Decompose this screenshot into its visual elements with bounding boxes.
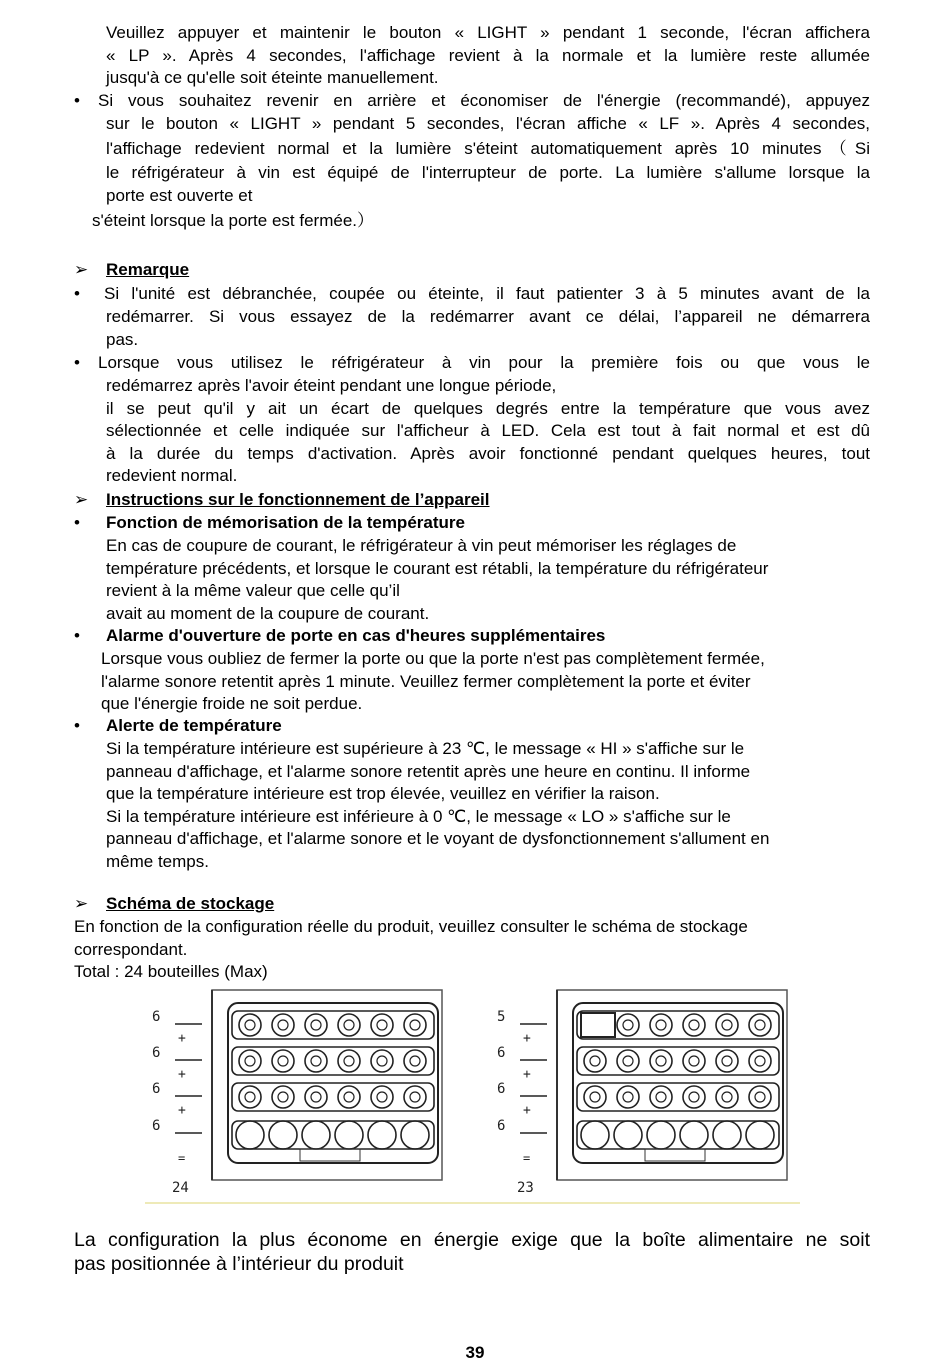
bottle [404,1086,426,1108]
bottle [371,1050,393,1072]
bottle [614,1121,642,1149]
text-line: La configuration la plus économe en énergie exige que la boîte alimentaire ne soit [74,1229,870,1251]
bottle [272,1050,294,1072]
bottle-neck [623,1092,633,1102]
bottle-neck [590,1092,600,1102]
shelf-count-label: 6 [497,1045,506,1061]
shelf-count-label: 6 [152,1009,161,1025]
plus-sign: + [178,1103,186,1118]
storage-text [74,916,870,984]
cabinet-right [497,990,787,1196]
plus-sign: + [178,1067,186,1082]
text-line: s'éteint lorsque la porte est fermée.） [92,211,374,230]
shelf-count-label: 6 [152,1045,161,1061]
food-box [581,1013,615,1037]
bullet-icon: • [74,284,80,303]
bottle-neck [344,1092,354,1102]
bottle [272,1014,294,1036]
bottle-neck [377,1056,387,1066]
bottle [404,1014,426,1036]
text-line: Si vous souhaitez revenir en arrière et économiser de l'énergie (recommandé), appuyez [98,91,870,110]
bottle-neck [722,1056,732,1066]
plus-sign: + [523,1103,531,1118]
bottle [239,1014,261,1036]
bottle [683,1086,705,1108]
bottle [617,1086,639,1108]
bottle-neck [689,1020,699,1030]
bottle [272,1086,294,1108]
bottle-neck [278,1056,288,1066]
instructions-heading: Instructions sur le fonctionnement de l’appareil [106,490,490,509]
temperature-alert-text [106,738,870,874]
text-line: l'affichage redevient normal et la lumière s'éteint automatiquement après 10 minutes（Si [106,138,870,158]
text-line: pas. [106,329,139,349]
bottle-neck [410,1092,420,1102]
text-line: En cas de coupure de courant, le réfrigérateur à vin peut mémoriser les réglages de [106,536,737,555]
arrow-bullet-icon: ➢ [74,894,89,913]
text-line: Si la température intérieure est inférieure à 0 ℃, le message « LO » s'affiche sur le [106,806,731,826]
intro-paragraph [106,22,870,90]
bottle [302,1121,330,1149]
door-alarm-heading: Alarme d'ouverture de porte en cas d'heures supplémentaires [106,626,606,645]
bottle [749,1086,771,1108]
text-line: En fonction de la configuration réelle du produit, veuillez consulter le schéma de stockage [74,917,748,936]
intro-line: Veuillez appuyer et maintenir le bouton « LIGHT » pendant 1 seconde, l'écran affichera [106,23,870,42]
bottle-neck [656,1092,666,1102]
bottle [680,1121,708,1149]
storage-diagram [140,985,805,1207]
shelf-count-label: 6 [497,1081,506,1097]
bottle-neck [590,1056,600,1066]
remarque-heading: Remarque [106,260,190,279]
bottle-neck [245,1020,255,1030]
bottle-neck [311,1056,321,1066]
bottle-neck [311,1092,321,1102]
bottle [647,1121,675,1149]
cabinet-frame [212,990,442,1180]
bottle [584,1050,606,1072]
text-line: porte est ouverte et [106,185,253,205]
shelf-count-label: 6 [152,1118,161,1134]
text-line: que l'énergie froide ne soit perdue. [101,694,363,714]
remarque-bullet-1 [104,283,870,306]
bottle-neck [689,1092,699,1102]
bottle-neck [623,1056,633,1066]
bottle-neck [311,1020,321,1030]
bottle-neck [278,1092,288,1102]
bottle [683,1050,705,1072]
total-count-label: 23 [517,1180,534,1196]
page-number: 39 [465,1343,485,1362]
bottle-neck [722,1020,732,1030]
text-line: redémarrez après l'avoir éteint pendant une longue période, [106,376,557,395]
bottle-neck [245,1092,255,1102]
bottle [305,1050,327,1072]
bottle [305,1086,327,1108]
bottle-neck [656,1020,666,1030]
shelf-count-label: 5 [497,1009,506,1025]
bullet-icon: • [74,353,80,372]
bottle [236,1121,264,1149]
bullet-icon: • [74,91,80,110]
text-line: sur le bouton « LIGHT » pendant 5 secondes, l'écran affiche « LF ». Après 4 secondes, [106,114,870,133]
bottle [617,1050,639,1072]
intro-line: jusqu'à ce qu'elle soit éteinte manuellement. [106,68,439,88]
bullet-icon: • [74,716,80,735]
bottle [305,1014,327,1036]
intro-line: « LP ». Après 4 secondes, l'affichage revient à la normale et la lumière reste allumée [106,45,870,65]
shelf-count-label: 6 [152,1081,161,1097]
bottle [368,1121,396,1149]
bottle [269,1121,297,1149]
bottle-neck [722,1092,732,1102]
text-line: redevient normal. [106,466,238,486]
text-line: correspondant. [74,939,188,959]
bottle-neck [377,1092,387,1102]
bottle-neck [410,1056,420,1066]
control-panel [300,1149,360,1161]
temperature-alert-heading: Alerte de température [106,716,282,735]
bottle [371,1086,393,1108]
bottle-neck [377,1020,387,1030]
remarque-bullet-2-cont [106,375,870,488]
text-line: Lorsque vous oubliez de fermer la porte ou que la porte n'est pas complètement fermée, [101,649,765,668]
shelf-count-label: 6 [497,1118,506,1134]
bottle-neck [344,1056,354,1066]
control-panel [645,1149,705,1161]
bottle [338,1014,360,1036]
bottle [716,1086,738,1108]
text-line: Si l'unité est débranchée, coupée ou éteinte, il faut patienter 3 à 5 minutes avant de la [104,284,870,303]
text-line: Si la température intérieure est supérieure à 23 ℃, le message « HI » s'affiche sur le [106,739,745,758]
bullet-icon: • [74,626,80,645]
bottle [650,1050,672,1072]
bottle [371,1014,393,1036]
energy-note [74,1228,870,1276]
bottle-neck [755,1056,765,1066]
text-line: Lorsque vous utilisez le réfrigérateur à vin pour la première fois ou que vous le [98,353,870,372]
shelf [232,1121,434,1149]
arrow-bullet-icon: ➢ [74,490,89,509]
remarque-bullet-1-cont [106,306,870,351]
text-line: que la température intérieure est trop élevée, veuillez en vérifier la raison. [106,784,660,804]
bottle [401,1121,429,1149]
equals-sign: = [523,1151,531,1165]
plus-sign: + [523,1031,531,1046]
bottle [749,1014,771,1036]
memory-function-heading: Fonction de mémorisation de la température [106,513,465,532]
cabinet-frame [557,990,787,1180]
bottle-neck [755,1020,765,1030]
bottle-neck [656,1056,666,1066]
door-alarm-text [101,648,870,716]
light-bullet-paragraph [98,90,870,113]
text-line: température précédents, et lorsque le courant est rétabli, la température du réfrigérateur [106,558,769,578]
bottle [683,1014,705,1036]
bottle [239,1050,261,1072]
light-bullet-paragraph-cont [106,113,870,207]
bottle [338,1050,360,1072]
bottle [581,1121,609,1149]
text-line: l'alarme sonore retentit après 1 minute. Veuillez fermer complètement la porte et éviter [101,671,751,691]
remarque-bullet-2 [98,352,870,375]
bottle-neck [410,1020,420,1030]
bottle [404,1050,426,1072]
bullet-icon: • [74,513,80,532]
equals-sign: = [178,1151,186,1165]
bottle [239,1086,261,1108]
text-line: le réfrigérateur à vin est équipé de l'interrupteur de porte. La lumière s'allume lorsque la [106,163,870,183]
bottle [716,1014,738,1036]
shelf [577,1121,779,1149]
bottle-neck [623,1020,633,1030]
bottle [650,1086,672,1108]
arrow-bullet-icon: ➢ [74,260,89,279]
bottle-neck [245,1056,255,1066]
plus-sign: + [523,1067,531,1082]
text-line: même temps. [106,851,209,871]
text-line: à la durée du temps d'activation. Après avoir fonctionné pendant quelques heures, tout [106,443,870,463]
bottle-neck [344,1020,354,1030]
bottle-neck [278,1020,288,1030]
bottle [335,1121,363,1149]
bottle [338,1086,360,1108]
bottle-neck [689,1056,699,1066]
total-count-label: 24 [172,1180,189,1196]
text-line: il se peut qu'il y ait un écart de quelques degrés entre la température que vous avez [106,398,870,418]
bottle [716,1050,738,1072]
cabinet-left [152,990,442,1196]
bottle [746,1121,774,1149]
text-line: avait au moment de la coupure de courant. [106,603,430,623]
text-line: sélectionnée et celle indiquée sur l'afficheur à LED. Cela est tout à fait normal et est dû [106,421,870,441]
text-line: redémarrer. Si vous essayez de la redémarrer avant ce délai, l’appareil ne démarrera [106,307,870,326]
text-line: pas positionnée à l’intérieur du produit [74,1253,404,1275]
bottle [650,1014,672,1036]
bottle [749,1050,771,1072]
text-line: panneau d'affichage, et l'alarme sonore retentit après une heure en continu. Il informe [106,761,751,781]
plus-sign: + [178,1031,186,1046]
text-line: Total : 24 bouteilles (Max) [74,962,268,982]
memory-function-text [106,535,870,625]
bottle [713,1121,741,1149]
text-line: panneau d'affichage, et l'alarme sonore et le voyant de dysfonctionnement s'allument en [106,829,770,849]
storage-heading: Schéma de stockage [106,894,275,913]
text-line: revient à la même valeur que celle qu’il [106,581,400,601]
bottle [617,1014,639,1036]
bottle-neck [755,1092,765,1102]
bottle [584,1086,606,1108]
